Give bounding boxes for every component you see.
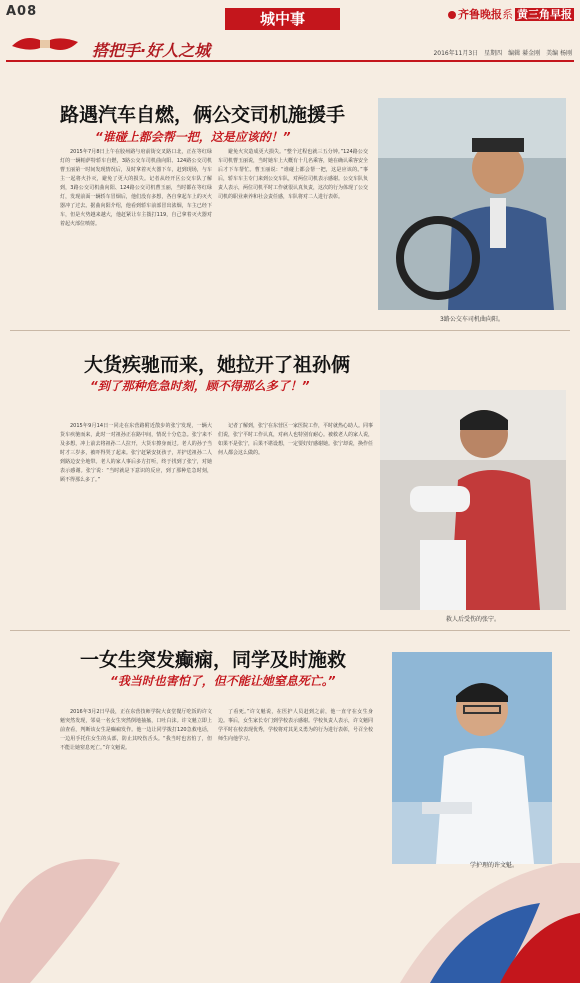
- article-1-body-right: 避免火灾造成更大损失。“整个过程也就三五分钟。”124路公交车司机曹玉丽说，当时她车上大概有十几名乘客，她在确认乘客安全后才下车帮忙。曹玉丽说：“谁碰上都会帮一把，这是应该的。”事后，轿车车主专门来到公交车队，对两位司机表示感谢。公交车队负责人表示，两位司机平时工作就很认真负责，这次的行为体现了公交司机的职业素养和社会责任感，车队将对二人进行表彰。: [218, 149, 368, 200]
- paper-name: 齐鲁晚报: [458, 8, 502, 21]
- edition-tag: 黄三角早报: [517, 8, 572, 21]
- paper-suffix: 系: [502, 8, 513, 21]
- article-1-photo: [378, 98, 566, 310]
- paper-logo-icon: [448, 11, 456, 19]
- issue-line: 2016年11月3日 星期四 编辑 綦金刚 美编 杨刚: [433, 50, 572, 57]
- article-2-headline: 大货疾驰而来，她拉开了祖孙俩: [84, 354, 351, 376]
- section-title: 城中事: [225, 8, 340, 30]
- bottom-hands-decoration-icon: [0, 803, 580, 983]
- masthead: [448, 6, 574, 22]
- article-1-photo-caption: 3路公交车司机曲向阳。: [440, 316, 504, 323]
- article-2-photo-caption: 救人后受伤的张宁。: [446, 616, 501, 623]
- article-3-body-left: 2016年3月2日早晨，正在东营技师学院大食堂餐厅吃饭的许文魁突然发现，邻桌一名女生突然倒地抽搐，口吐白沫。许文魁立即上前查看，判断该女生是癫痫发作。他一边让同学拨打120急救电话，一边用手托住女生的头部，防止其咬伤舌头。“我当时也害怕了，但不能让她窒息死亡。”许文魁说。: [60, 709, 212, 751]
- article-separator: [10, 330, 570, 331]
- column-title: 搭把手·好人之城: [92, 41, 211, 60]
- article-2-photo: [380, 390, 566, 610]
- article-2-subhead: “到了那种危急时刻，顾不得那么多了！”: [90, 379, 310, 393]
- header-rule: [6, 60, 574, 62]
- article-3-photo-caption: 学护理的许文魁。: [470, 862, 519, 869]
- injured-rescuer-photo-icon: [380, 390, 566, 610]
- article-2-body-right: 记者了解到，张宁在东营区一家医院工作，平时就热心助人。同事们说，张宁平时工作认真，对病人也特别有耐心。被救老人的家人说，如果不是张宁，后果不堪设想，一定要好好感谢她。张宁却说，换作任何人都会这么做的。: [218, 423, 373, 456]
- bus-driver-photo-icon: [378, 98, 566, 310]
- article-1-subhead: “谁碰上都会帮一把，这是应该的！”: [95, 130, 291, 144]
- article-3-headline: 一女生突发癫痫，同学及时施救: [80, 649, 347, 671]
- article-3-subhead: “我当时也害怕了，但不能让她窒息死亡。”: [110, 674, 336, 688]
- article-1-body-left: 2015年7月8日上午在胶州路与府前街交叉路口北，正在等红绿灯的一辆帕萨特轿车自燃，3路公交车司机曲向阳、124路公交司机曹玉丽第一时间发现情况后，及时拿着灭火器下车，赶到现场，与车主一起将火扑灭，避免了更大的损失。记者从经开区公交车队了解到，3路公交司机曲向阳、124路公交司机曹玉丽，当时都在等红绿灯，发现前面一辆轿车冒烟后，他们没有多想，各自拿起车上的灭火器冲了过去。据曲向阳介绍，他看到轿车前部冒出浓烟，车主已经下车，但是火势越来越大，他赶紧让车主拨打119，自己拿着灭火器对着起火部位喷射。: [60, 149, 212, 227]
- article-3-body-right: 了看死。”许文魁说，在医护人员赶到之前，他一直守在女生身边。事后，女生家长专门到学校表示感谢。学校负责人表示，许文魁同学平时在校表现优秀，学校将对其见义勇为的行为进行表彰，号召全校师生向他学习。: [218, 709, 373, 742]
- article-1-headline: 路遇汽车自燃，俩公交司机施援手: [60, 104, 346, 126]
- hands-logo-icon: [10, 30, 80, 58]
- article-separator: [10, 630, 570, 631]
- article-2-body-left: 2015年9月14日一同走在东营路附近散步的张宁发现，一辆大货车疾驰而来，此时一对祖孙正在路中间，情况十分危急。张宁来不及多想，冲上前去将祖孙二人拉开，大货车擦身而过。老人的孙子当时才三岁多，被吓得哭了起来。张宁赶紧安抚孩子，并护送祖孙二人到路边安全地带。老人的家人事后多方打听，终于找到了张宁，对她表示感谢。张宁说：“当时就是下意识的反应，到了那种危急时刻，顾不得那么多了。”: [60, 423, 212, 483]
- page-number: A08: [6, 4, 38, 19]
